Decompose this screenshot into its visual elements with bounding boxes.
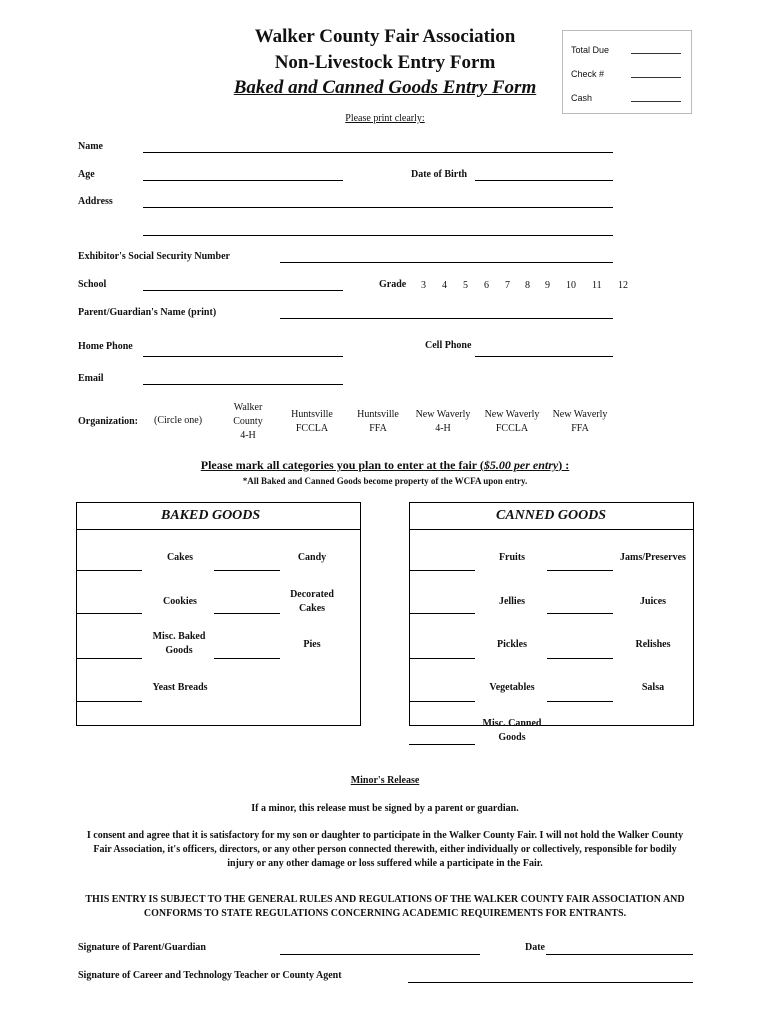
form-heading: Baked and Canned Goods Entry Form: [233, 77, 537, 98]
category-jellies: Jellies: [498, 596, 526, 607]
org-line: Huntsville: [357, 409, 399, 420]
circle-one-note: (Circle one): [154, 415, 203, 426]
school-label: School: [78, 279, 107, 290]
minors-release-note: If a minor, this release must be signed by a parent or guardian.: [251, 803, 519, 814]
baked-goods-title: BAKED GOODS: [161, 508, 261, 523]
teacher-signature-label: Signature of Career and Technology Teacher or County Agent: [78, 970, 342, 981]
cash-label: Cash: [571, 93, 593, 103]
grade-option[interactable]: 7: [505, 280, 510, 291]
address-field-1[interactable]: [143, 207, 613, 208]
category-pies: Pies: [303, 639, 321, 650]
dob-label: Date of Birth: [411, 169, 468, 180]
category-cakes: Cakes: [166, 552, 194, 563]
parent-signature-label: Signature of Parent/Guardian: [78, 942, 206, 953]
category-decorated-cakes: Decorated Cakes: [290, 589, 334, 614]
consent-paragraph: I consent and agree that it is satisfactory for my son or daughter to participate in the Walker County Fair. I will not hold the Walker County Fair Association, it's officers, directors, or any other person connected therewith, either individually or collectively, responsible for bodily injury or any other damage or loss suffered while a participate in the Fair.: [86, 830, 684, 869]
category-vegetables: Vegetables: [489, 682, 535, 693]
category-misc-baked-goods: Misc. Baked Goods: [152, 631, 206, 656]
category-yeast-breads: Yeast Breads: [152, 682, 208, 693]
ssn-label: Exhibitor's Social Security Number: [78, 251, 230, 262]
parent-signature-field[interactable]: [280, 954, 480, 955]
baked-goods-header: [77, 503, 360, 530]
parent-name-field[interactable]: [280, 318, 613, 319]
property-note: *All Baked and Canned Goods become property of the WCFA upon entry.: [242, 476, 528, 486]
date-label: Date: [525, 942, 545, 953]
org-line: 4-H: [435, 423, 451, 434]
office-use-box: [562, 30, 692, 114]
org-line: FCCLA: [495, 423, 529, 434]
canned-goods-header: [410, 503, 693, 530]
grade-option[interactable]: 3: [421, 280, 426, 291]
org-option-new-waverly-4h[interactable]: [410, 408, 476, 436]
category-misc-canned-goods: Misc. Canned Goods: [482, 718, 542, 743]
pickles-entry-line[interactable]: [409, 658, 475, 659]
email-field[interactable]: [143, 384, 343, 385]
form-subtitle: Non-Livestock Entry Form: [274, 52, 496, 73]
name-label: Name: [78, 141, 103, 152]
canned-goods-title: CANNED GOODS: [496, 508, 607, 523]
name-field[interactable]: [143, 152, 613, 153]
candy-entry-line[interactable]: [214, 570, 280, 571]
form-title: Walker County Fair Association: [254, 26, 516, 47]
dob-field[interactable]: [475, 180, 613, 181]
home-phone-label: Home Phone: [78, 341, 133, 352]
org-line: New Waverly: [552, 409, 608, 420]
date-field[interactable]: [546, 954, 693, 955]
misc-canned-entry-line[interactable]: [409, 744, 475, 745]
grade-option[interactable]: 12: [618, 280, 628, 291]
grade-option[interactable]: 5: [463, 280, 468, 291]
age-label: Age: [78, 169, 95, 180]
school-field[interactable]: [143, 290, 343, 291]
org-line: New Waverly: [484, 409, 540, 420]
org-option-huntsville-ffa[interactable]: [348, 408, 408, 436]
cakes-entry-line[interactable]: [76, 570, 142, 571]
grade-option[interactable]: 8: [525, 280, 530, 291]
age-field[interactable]: [143, 180, 343, 181]
minors-release-title: Minor's Release: [350, 775, 420, 786]
email-label: Email: [78, 373, 104, 384]
org-option-huntsville-fccla[interactable]: [282, 408, 342, 436]
categories-heading-text: Please mark all categories you plan to enter at the fair (: [200, 458, 484, 472]
cookies-entry-line[interactable]: [76, 613, 142, 614]
grade-option[interactable]: 10: [566, 280, 576, 291]
grade-label: Grade: [379, 279, 407, 290]
org-line: FCCLA: [295, 423, 329, 434]
misc-baked-entry-line[interactable]: [76, 658, 142, 659]
org-line: FFA: [571, 423, 589, 434]
category-juices: Juices: [639, 596, 667, 607]
address-label: Address: [78, 196, 113, 207]
org-option-new-waverly-fccla[interactable]: [479, 408, 545, 436]
org-line: New Waverly: [415, 409, 471, 420]
jams-entry-line[interactable]: [547, 570, 613, 571]
org-line: 4-H: [240, 430, 256, 441]
category-relishes: Relishes: [635, 639, 671, 650]
salsa-entry-line[interactable]: [547, 701, 613, 702]
teacher-signature-field[interactable]: [408, 982, 693, 983]
cell-phone-field[interactable]: [475, 356, 613, 357]
fruits-entry-line[interactable]: [409, 570, 475, 571]
jellies-entry-line[interactable]: [409, 613, 475, 614]
print-clearly-note: Please print clearly:: [345, 113, 425, 124]
total-due-field[interactable]: [631, 53, 681, 54]
category-candy: Candy: [297, 552, 327, 563]
category-salsa: Salsa: [641, 682, 665, 693]
total-due-label: Total Due: [571, 45, 610, 55]
check-number-field[interactable]: [631, 77, 681, 78]
vegetables-entry-line[interactable]: [409, 701, 475, 702]
category-fruits: Fruits: [498, 552, 526, 563]
check-number-label: Check #: [571, 69, 605, 79]
juices-entry-line[interactable]: [547, 613, 613, 614]
org-line: Huntsville: [291, 409, 333, 420]
categories-heading: [0, 458, 770, 473]
grade-option[interactable]: 6: [484, 280, 489, 291]
organization-label: Organization:: [78, 416, 138, 427]
cell-phone-label: Cell Phone: [425, 340, 472, 351]
category-pickles: Pickles: [497, 639, 527, 650]
ssn-field[interactable]: [280, 262, 613, 263]
parent-name-label: Parent/Guardian's Name (print): [78, 307, 217, 318]
yeast-breads-entry-line[interactable]: [76, 701, 142, 702]
address-field-2[interactable]: [143, 235, 613, 236]
home-phone-field[interactable]: [143, 356, 343, 357]
category-jams-preserves: Jams/Preserves: [620, 552, 686, 563]
org-line: FFA: [369, 423, 387, 434]
categories-heading-end: ) :: [558, 458, 570, 472]
grade-option[interactable]: 4: [442, 280, 447, 291]
org-line: Walker: [233, 402, 263, 413]
pies-entry-line[interactable]: [214, 658, 280, 659]
org-line: County: [233, 416, 263, 427]
cash-field[interactable]: [631, 101, 681, 102]
rules-paragraph: THIS ENTRY IS SUBJECT TO THE GENERAL RULES AND REGULATIONS OF THE WALKER COUNTY FAIR ASSOCIATION AND CONFORMS TO STATE REGULATIONS CONCERNING ACADEMIC REQUIREMENTS FOR ENTRANTS.: [85, 894, 685, 919]
relishes-entry-line[interactable]: [547, 658, 613, 659]
decorated-cakes-entry-line[interactable]: [214, 613, 280, 614]
category-cookies: Cookies: [163, 596, 197, 607]
grade-option[interactable]: 9: [545, 280, 550, 291]
org-option-walker-county-4h[interactable]: [220, 401, 276, 443]
grade-option[interactable]: 11: [592, 280, 602, 291]
org-option-new-waverly-ffa[interactable]: [547, 408, 613, 436]
entry-price: $5.00 per entry: [483, 458, 559, 472]
